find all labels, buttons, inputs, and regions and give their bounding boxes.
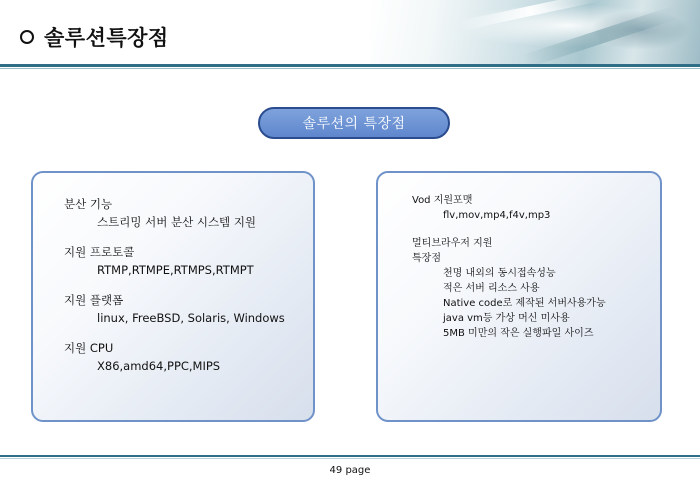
footer-divider-thin xyxy=(0,458,700,459)
feature-heading: 분산 기능 xyxy=(64,197,113,211)
feature-item: Native code로 제작된 서버사용가능 xyxy=(443,298,606,309)
feature-detail: linux, FreeBSD, Solaris, Windows xyxy=(97,311,285,325)
feature-item: java vm등 가상 머신 미사용 xyxy=(443,313,570,324)
section-badge: 솔루션의 특장점 xyxy=(258,107,450,139)
features-heading: 특장점 xyxy=(412,253,441,264)
title-block xyxy=(20,22,169,52)
page-number: 49 page xyxy=(329,465,371,476)
header-decorative-image xyxy=(370,0,700,64)
footer-divider xyxy=(0,455,700,457)
slide-header xyxy=(0,0,700,68)
page-title: 솔루션특장점 xyxy=(44,26,169,50)
feature-item: 천명 내외의 동시접속성능 xyxy=(443,268,556,279)
header-divider-thin xyxy=(0,68,700,69)
feature-heading: 지원 프로토콜 xyxy=(64,245,135,259)
left-feature-panel xyxy=(31,171,315,422)
feature-group xyxy=(64,243,285,279)
right-panel-content xyxy=(412,193,606,341)
circle-bullet-icon xyxy=(20,30,34,44)
feature-group xyxy=(64,291,285,327)
multi-browser-support: 멀티브라우저 지원 xyxy=(412,238,493,249)
feature-item: 적은 서버 리소스 사용 xyxy=(443,283,540,294)
feature-detail: X86,amd64,PPC,MIPS xyxy=(97,359,221,373)
left-panel-content xyxy=(64,195,285,387)
vod-format-heading: Vod 지원포맷 xyxy=(412,195,473,206)
feature-heading: 지원 플랫폼 xyxy=(64,293,124,307)
feature-group xyxy=(64,339,285,375)
feature-heading: 지원 CPU xyxy=(64,341,114,355)
right-feature-panel xyxy=(376,171,662,422)
feature-detail: RTMP,RTMPE,RTMPS,RTMPT xyxy=(97,263,254,277)
feature-detail: 스트리밍 서버 분산 시스템 지원 xyxy=(97,215,257,229)
vod-format-list: flv,mov,mp4,f4v,mp3 xyxy=(443,210,551,221)
feature-item: 5MB 미만의 작은 실행파일 사이즈 xyxy=(443,328,594,339)
feature-group xyxy=(64,195,285,231)
header-divider xyxy=(0,64,700,67)
